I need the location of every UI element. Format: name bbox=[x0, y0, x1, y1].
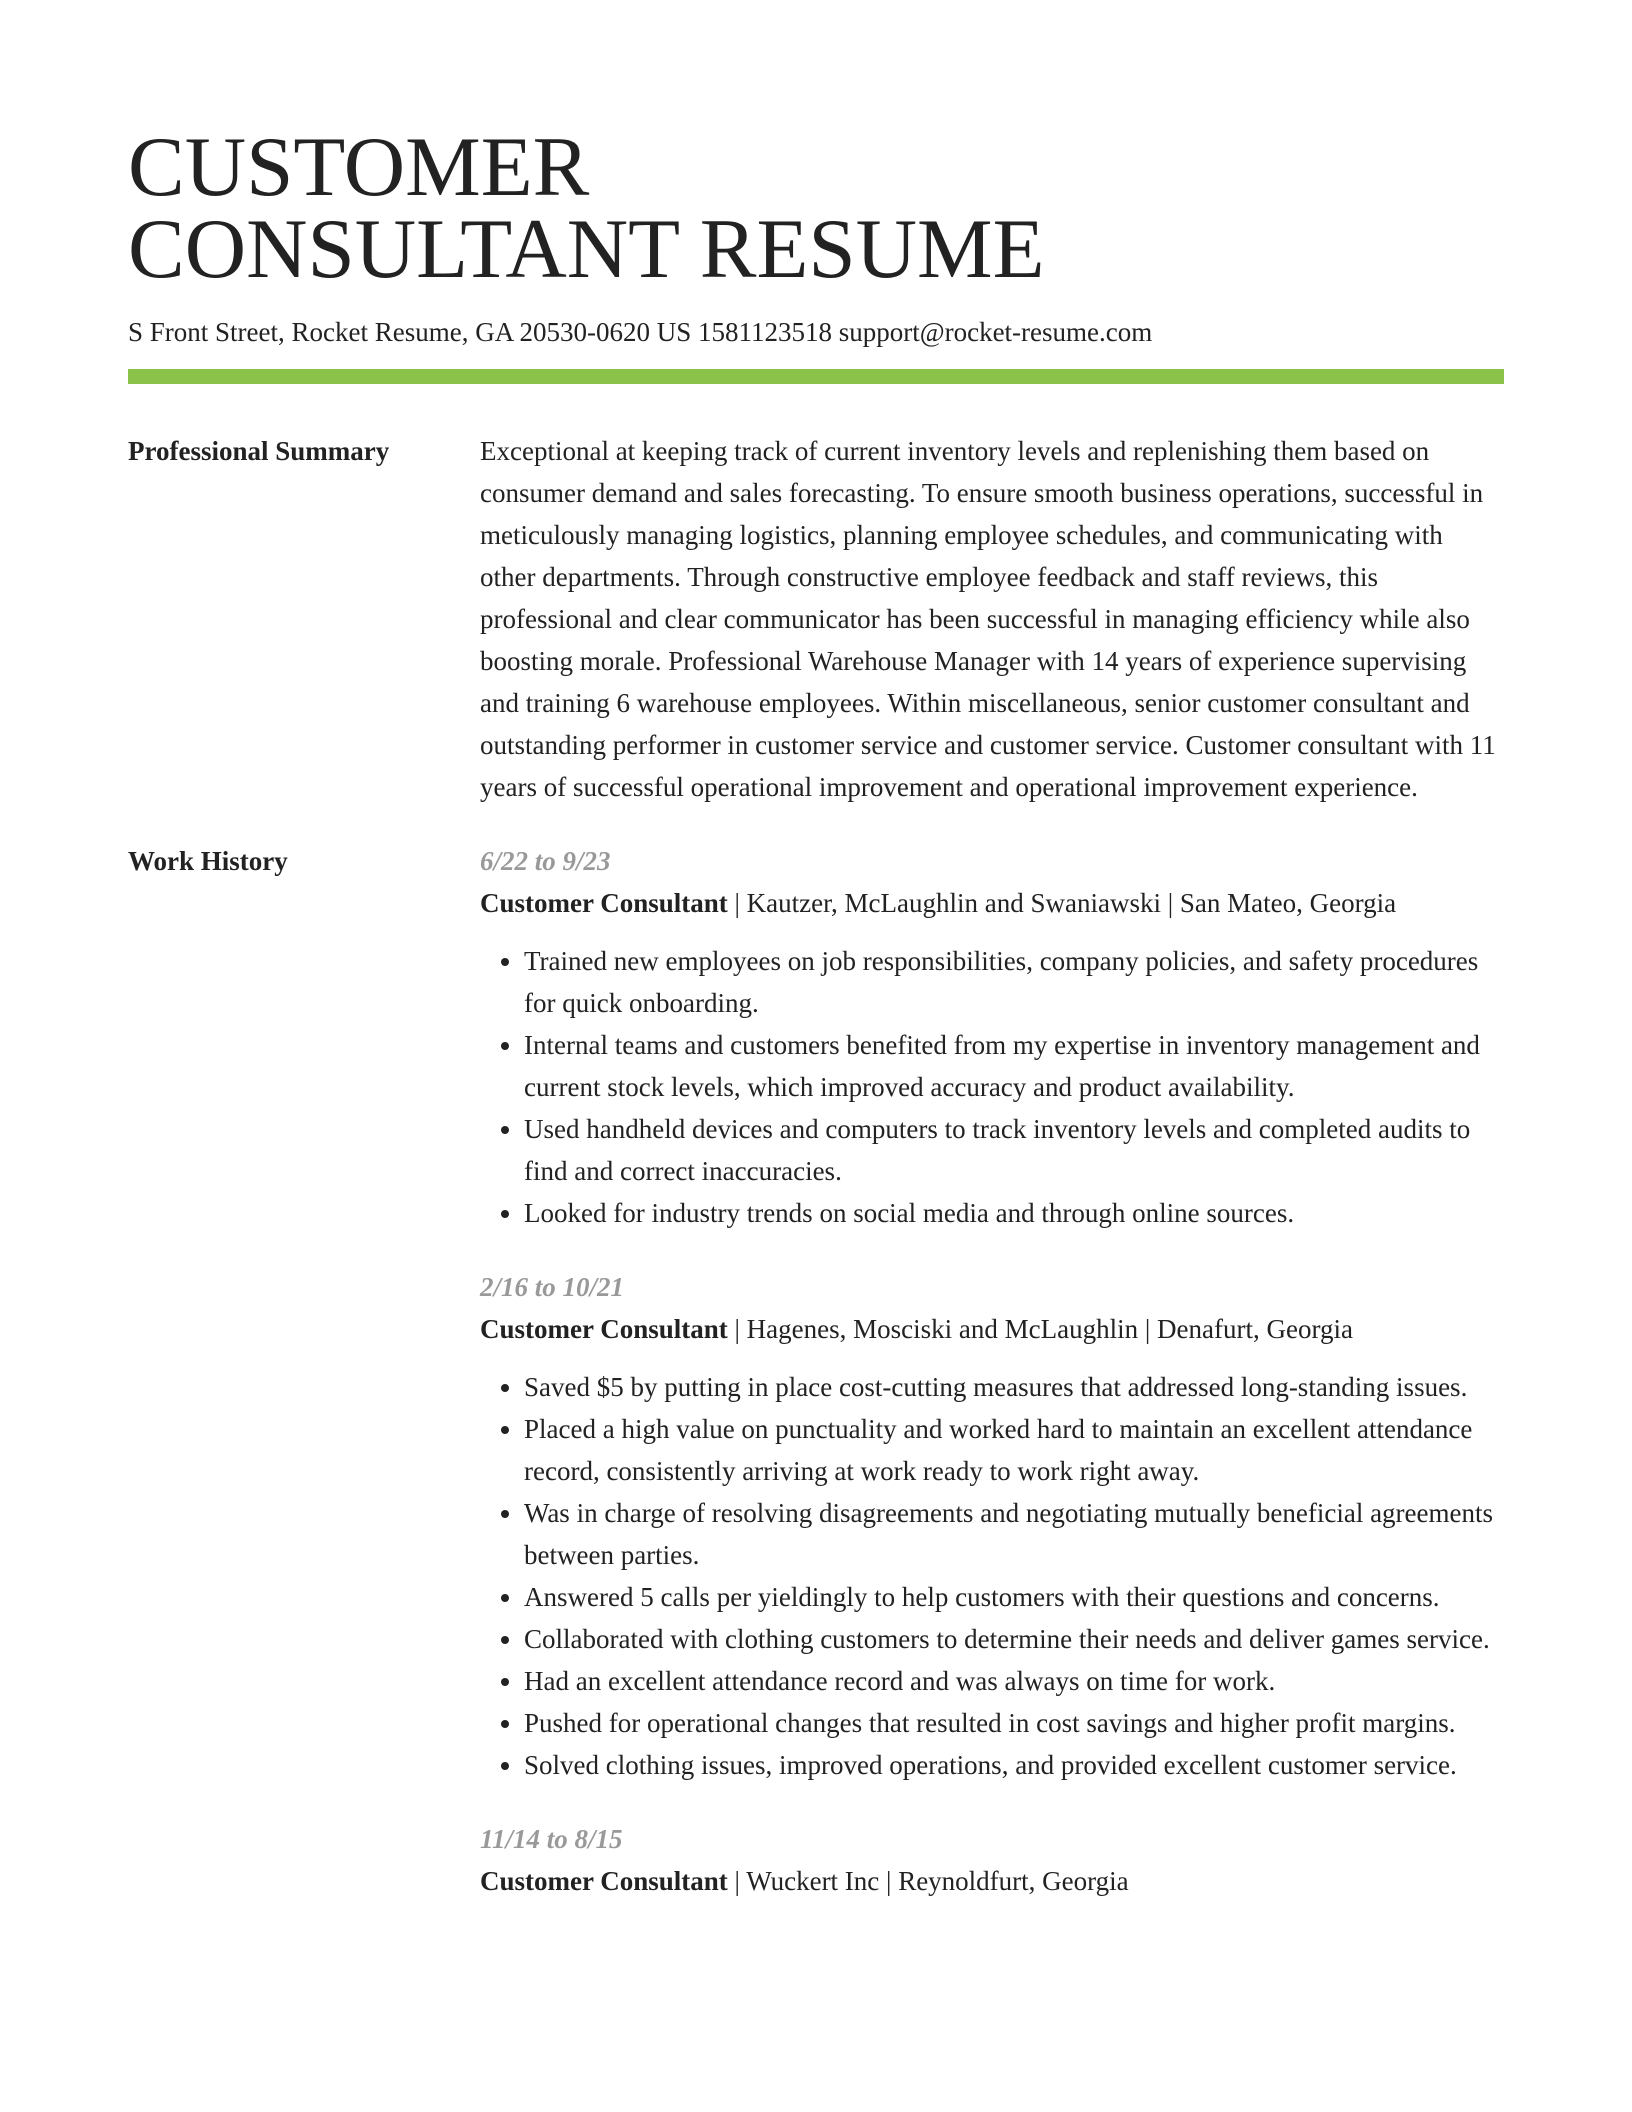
job-details: | Hagenes, Mosciski and McLaughlin | Denafurt, Georgia bbox=[727, 1314, 1353, 1344]
title-line-1: CUSTOMER bbox=[128, 120, 590, 214]
job-details: | Kautzer, McLaughlin and Swaniawski | San Mateo, Georgia bbox=[727, 888, 1397, 918]
job-bullet: • Pushed for operational changes that resulted in cost savings and higher profit margins. bbox=[524, 1702, 1504, 1744]
job-role: Customer Consultant bbox=[480, 888, 728, 918]
job-bullet: • Solved clothing issues, improved operations, and provided excellent customer service. bbox=[524, 1744, 1504, 1786]
job-role-line bbox=[480, 1860, 1504, 1902]
section-label-summary: Professional Summary bbox=[128, 436, 390, 466]
job-bullets bbox=[480, 1366, 1504, 1786]
professional-summary-section bbox=[128, 430, 1504, 808]
job-entry bbox=[480, 1266, 1504, 1786]
job-dates: 11/14 to 8/15 bbox=[480, 1824, 623, 1854]
resume-title bbox=[128, 120, 1504, 296]
job-bullet: • Had an excellent attendance record and was always on time for work. bbox=[524, 1660, 1504, 1702]
work-history-list bbox=[480, 840, 1504, 1934]
job-bullet: • Collaborated with clothing customers to determine their needs and deliver games service. bbox=[524, 1618, 1504, 1660]
job-bullet: • Saved $5 by putting in place cost-cutting measures that addressed long-standing issues. bbox=[524, 1366, 1504, 1408]
job-entry bbox=[480, 840, 1504, 1234]
job-bullet: • Answered 5 calls per yieldingly to help customers with their questions and concerns. bbox=[524, 1576, 1504, 1618]
resume-page bbox=[128, 120, 1504, 1934]
job-role-line bbox=[480, 882, 1504, 924]
title-line-2: CONSULTANT RESUME bbox=[128, 202, 1045, 296]
section-label-work-history: Work History bbox=[128, 846, 288, 876]
job-bullet: • Internal teams and customers benefited from my expertise in inventory management and current stock levels, which improved accuracy and product availability. bbox=[524, 1024, 1504, 1108]
job-role-line bbox=[480, 1308, 1504, 1350]
job-dates: 2/16 to 10/21 bbox=[480, 1272, 625, 1302]
job-bullet: • Placed a high value on punctuality and worked hard to maintain an excellent attendance record, consistently arriving at work ready to work right away. bbox=[524, 1408, 1504, 1492]
job-bullet: • Used handheld devices and computers to track inventory levels and completed audits to find and correct inaccuracies. bbox=[524, 1108, 1504, 1192]
summary-text: Exceptional at keeping track of current inventory levels and replenishing them based on consumer demand and sales forecasting. To ensure smooth business operations, successful in meticulously managing logistics, planning employee schedules, and communicating with other departments. Through constructive employee feedback and staff reviews, this professional and clear communicator has been successful in managing efficiency while also boosting morale. Professional Warehouse Manager with 14 years of experience supervising and training 6 warehouse employees. Within miscellaneous, senior customer consultant and outstanding performer in customer service and customer service. Customer consultant with 11 years of successful operational improvement and operational improvement experience. bbox=[480, 436, 1496, 802]
job-bullet: • Trained new employees on job responsibilities, company policies, and safety procedures for quick onboarding. bbox=[524, 940, 1504, 1024]
job-bullets bbox=[480, 940, 1504, 1234]
work-history-section bbox=[128, 840, 1504, 1934]
job-role: Customer Consultant bbox=[480, 1866, 728, 1896]
job-dates: 6/22 to 9/23 bbox=[480, 846, 611, 876]
job-details: | Wuckert Inc | Reynoldfurt, Georgia bbox=[727, 1866, 1129, 1896]
job-bullet: • Was in charge of resolving disagreements and negotiating mutually beneficial agreements between parties. bbox=[524, 1492, 1504, 1576]
job-entry bbox=[480, 1818, 1504, 1902]
job-role: Customer Consultant bbox=[480, 1314, 728, 1344]
accent-divider bbox=[128, 369, 1504, 384]
contact-line: S Front Street, Rocket Resume, GA 20530-0620 US 1581123518 support@rocket-resume.com bbox=[128, 317, 1153, 347]
job-bullet: • Looked for industry trends on social media and through online sources. bbox=[524, 1192, 1504, 1234]
